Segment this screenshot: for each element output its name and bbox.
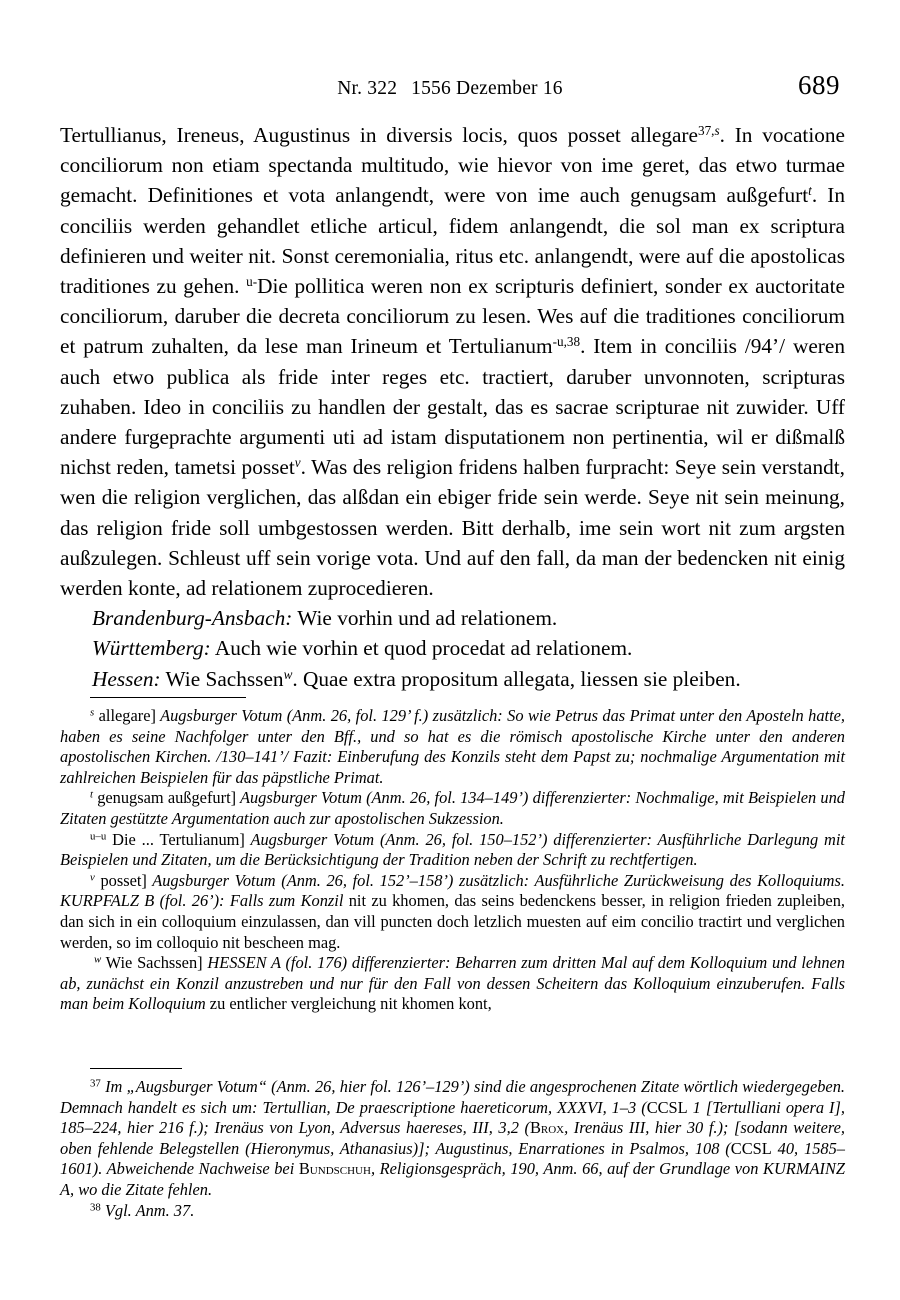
footnote-separator-rule <box>90 1068 182 1069</box>
apparatus-note-w <box>60 953 845 1015</box>
apparatus-marker-t: t <box>90 788 94 801</box>
footnote-ref-37: 37, <box>697 123 715 139</box>
footnote-text: Vgl. Anm. 37. <box>100 1200 195 1220</box>
critical-apparatus <box>60 706 845 1015</box>
apparatus-lemma: Die ... Tertulianum] <box>106 829 245 849</box>
apparatus-marker-u: u–u <box>90 830 107 843</box>
apparatus-commentary-upright: nit zu khomen, das seins bedenckens besser, in religion frieden zupleiben, dan sich in ein colloquium einzulassen, dan vill puncten doch letzlich muesten auf eim concilio tractirt und verglichen werden, so im colloquio nit bescheen mag. <box>60 891 845 952</box>
apparatus-note-s <box>60 706 845 788</box>
speaker-name: Brandenburg-Ansbach: <box>92 606 293 631</box>
body-text-6: . Was des religion fridens halben furpracht: Seye sein verstandt, wen die religion verglichen, das alßdan ein ebiger fride sein werde. Seye nit sein meinung, das religion fride soll umbgestossen werden. Bitt derhalb, ime sein wort nit zum argsten außzulegen. Schleust uff sein vorige vota. Und auf den fall, da man der bedencken nit einig werden konte, ad relationem zuprocedieren. <box>60 455 845 601</box>
body-text-1: Tertullianus, Ireneus, Augustinus in diversis locis, quos posset allegare <box>60 123 698 147</box>
apparatus-separator-rule <box>90 697 246 698</box>
footnote-37 <box>60 1077 845 1201</box>
footnote-text-seg3: , Irenäus III, hier 30 f.); [sodann weitere, oben fehlende Belegstellen (Hieronymus, Athanasius)]; Augustinus, Enarrationes in Psalmos, 108 ( <box>60 1118 846 1158</box>
speaker-line-hessen <box>60 664 845 694</box>
apparatus-commentary-italic: Augsburger Votum (Anm. 26, fol. 152’–158’) zusätzlich: Ausführliche Zurückweisung des Kolloquiums. KURPFALZ B (fol. 26’): Falls zum Konzil <box>60 870 845 911</box>
author-name-brox: Brox <box>529 1118 565 1138</box>
footnotes-section <box>60 1077 845 1221</box>
footnote-text-seg4: 40, 1585–1601). Abweichende Nachweise bei <box>60 1138 845 1179</box>
footnote-number-37: 37 <box>90 1077 101 1090</box>
speaker-statement-after: . Quae extra propositum allegata, liessen sie pleiben. <box>292 666 741 691</box>
apparatus-ref-w: w <box>283 666 293 682</box>
apparatus-commentary-upright: zu entlicher vergleichung nit khomen kont, <box>205 994 492 1014</box>
main-body <box>60 120 845 694</box>
speaker-line-brandenburg-ansbach <box>60 603 845 633</box>
apparatus-marker-w: w <box>94 953 102 966</box>
running-head <box>60 70 840 108</box>
author-name-bundschuh: Bundschuh <box>298 1159 371 1179</box>
apparatus-lemma: posset] <box>94 870 147 890</box>
footnote-text-seg5: , Religionsgespräch, 190, Anm. 66, auf der Grundlage von KURMAINZ A, wo die Zitate fehlen. <box>60 1159 845 1199</box>
apparatus-lemma: Wie Sachssen] <box>101 953 203 973</box>
speaker-statement: Wie vorhin und ad relationem. <box>292 606 558 631</box>
speaker-statement: Auch wie vorhin et quod procedat ad relationem. <box>210 636 633 661</box>
page-number: 689 <box>798 70 840 100</box>
apparatus-ref-v: v <box>294 455 301 471</box>
apparatus-commentary: Augsburger Votum (Anm. 26, fol. 129’ f.) zusätzlich: So wie Petrus das Primat unter den Aposteln hatte, haben es seine Nachfolger unter den Bff., und so hat es die römisch apostolische Kirche unter den anderen apostolischen Kirchen. /130–141’/ Fazit: Einberufung des Konzils steht dem Papst zu; nochmalige Argumentation mit zahlreichen Beispielen für das päpstliche Primat. <box>60 706 846 787</box>
speaker-name: Hessen: <box>92 666 161 691</box>
speaker-statement-before: Wie Sachssen <box>160 666 284 691</box>
running-head-center <box>60 78 840 100</box>
body-text-3: . In conciliis werden gehandlet etliche articul, fidem anlangendt, die sol man ex scriptura definieren und weiter nit. Sonst ceremonialia, ritus etc. anlangendt, were auf die apostolicas traditiones zu gehen. <box>60 183 846 299</box>
body-text-2: . In vocatione conciliorum non etiam spectanda multitudo, wie hievor von ime geret, das etwo turmae gemacht. Definitiones et vota anlangendt, were von ime auch genugsam außgefurt <box>60 123 845 208</box>
apparatus-note-v <box>60 871 845 953</box>
reference-abbrev-ccsl: CCSL <box>646 1097 688 1117</box>
apparatus-ref-t: t <box>808 183 812 199</box>
apparatus-lemma: genugsam außgefurt] <box>93 788 237 808</box>
apparatus-ref-u-close: -u,38 <box>552 334 581 350</box>
speaker-line-wuerttemberg <box>60 633 845 663</box>
apparatus-note-u <box>60 830 845 871</box>
body-paragraph <box>60 120 845 603</box>
body-text-4: Die pollitica weren non ex scripturis definiert, sonder ex auctoritate conciliorum, daruber die decreta conciliorum zu lesen. Wes auf die traditiones conciliorum et patrum zuhalten, da lese man Irineum et Tertulianum <box>60 274 845 359</box>
footnote-number-38: 38 <box>90 1201 101 1214</box>
apparatus-marker-s: s <box>90 706 95 719</box>
reference-abbrev-ccsl: CCSL <box>730 1138 772 1158</box>
apparatus-commentary: Augsburger Votum (Anm. 26, fol. 150–152’) differenzierter: Ausführliche Darlegung mit Beispielen und Zitaten, um die Berücksichtigung der Tradition neben der Schrift zu rechtfertigen. <box>60 829 845 870</box>
body-text-5: . Item in conciliis /94’/ weren auch etwo publica als fride inter reges etc. tractiert, daruber unvonnoten, scripturas zuhaben. Ideo in conciliis zu handlen der gestalt, das es sacrae scripturae nit zuwider. Uff andere furgeprachte argumenti uti ad istam disputationem non pertinentia, wil er dißmalß nichst reden, tametsi posset <box>60 334 845 480</box>
apparatus-commentary: Augsburger Votum (Anm. 26, fol. 134–149’) differenzierter: Nochmalige, mit Beispielen und Zitaten gestützte Argumentation auch zur apostolischen Sukzession. <box>60 788 845 828</box>
apparatus-commentary-italic: HESSEN A (fol. 176) differenzierter: Beharren zum dritten Mal auf dem Kolloquium und lehnen ab, zunächst ein Konzil anzustreben und nur für den Fall von dessen Scheitern das Kolloquium einzuberufen. Falls man beim Kolloquium <box>60 953 846 1014</box>
apparatus-ref-s: s <box>714 123 720 139</box>
apparatus-ref-u-open: u- <box>246 274 258 290</box>
apparatus-note-t <box>60 788 845 829</box>
apparatus-marker-v: v <box>90 871 95 884</box>
apparatus-lemma: allegare] <box>94 706 156 725</box>
document-number: Nr. 322 <box>337 78 398 99</box>
footnote-text-seg1: Im „Augsburger Votum“ (Anm. 26, hier fol. 126’–129’) sind die angesprochenen Zitate wörtlich wiedergegeben. Demnach handelt es sich um: Tertullian, De praescriptione haereticorum, XXXVI, 1–3 ( <box>60 1077 845 1117</box>
document-date: 1556 Dezember 16 <box>411 78 563 99</box>
footnote-38 <box>60 1201 845 1222</box>
speaker-name: Württemberg: <box>92 636 211 661</box>
footnote-text-seg2: 1 [Tertulliani opera I], 185–224, hier 216 f.); Irenäus von Lyon, Adversus haereses, III, 3,2 ( <box>60 1097 845 1138</box>
